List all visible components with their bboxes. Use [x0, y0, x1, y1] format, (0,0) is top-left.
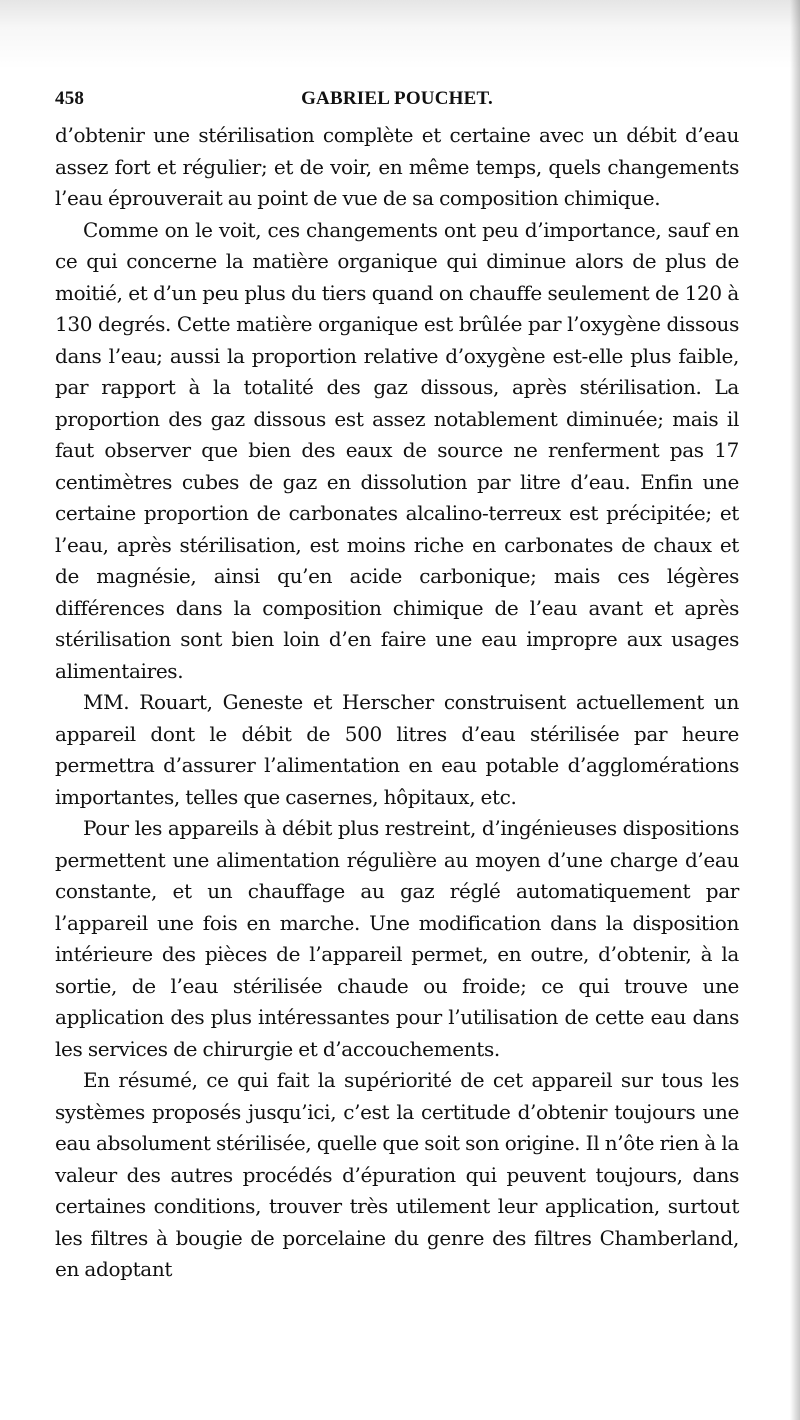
- page-number: 458: [55, 88, 85, 109]
- body-text: [55, 120, 739, 1286]
- paragraph: Pour les appareils à débit plus restreint, d’ingénieuses dispositions permettent une alimentation régulière au moyen d’une charge d’eau constante, et un chauffage au gaz réglé automatiquement par l’appareil une fois en marche. Une modification dans la disposition intérieure des pièces de l’appareil permet, en outre, d’obtenir, à la sortie, de l’eau stérilisée chaude ou froide; ce qui trouve une application des plus intéressantes pour l’utilisation de cette eau dans les services de chirurgie et d’accouchements.: [55, 816, 739, 1061]
- scan-bleed-through: [0, 0, 800, 70]
- paragraph-continued: d’obtenir une stérilisation complète et certaine avec un débit d’eau assez fort et régulier; et de voir, en même temps, quels changements l’eau éprouverait au point de vue de sa composition chimique.: [55, 123, 739, 210]
- scan-page-edge: [790, 0, 800, 1420]
- paragraph: En résumé, ce qui fait la supériorité de cet appareil sur tous les systèmes proposés jusqu’ici, c’est la certitude d’obtenir toujours une eau absolument stérilisée, quelle que soit son origine. Il n’ôte rien à la valeur des autres procédés d’épuration qui peuvent toujours, dans certaines conditions, trouver très utilement leur application, surtout les filtres à bougie de porcelaine du genre des filtres Chamberland, en adoptant: [55, 1068, 739, 1281]
- running-header: [55, 84, 739, 114]
- paragraph: MM. Rouart, Geneste et Herscher construisent actuellement un appareil dont le débit de 500 litres d’eau stérilisée par heure permettra d’assurer l’alimentation en eau potable d’agglomérations importantes, telles que casernes, hôpitaux, etc.: [55, 690, 739, 809]
- book-page: [55, 84, 739, 1286]
- running-title: GABRIEL POUCHET.: [301, 88, 493, 109]
- paragraph: Comme on le voit, ces changements ont peu d’importance, sauf en ce qui concerne la matière organique qui diminue alors de plus de moitié, et d’un peu plus du tiers quand on chauffe seulement de 120 à 130 degrés. Cette matière organique est brûlée par l’oxygène dissous dans l’eau; aussi la proportion relative d’oxygène est-elle plus faible, par rapport à la totalité des gaz dissous, après stérilisation. La proportion des gaz dissous est assez notablement diminuée; mais il faut observer que bien des eaux de source ne renferment pas 17 centimètres cubes de gaz en dissolution par litre d’eau. Enfin une certaine proportion de carbonates alcalino-terreux est précipitée; et l’eau, après stérilisation, est moins riche en carbonates de chaux et de magnésie, ainsi qu’en acide carbonique; mais ces légères différences dans la composition chimique de l’eau avant et après stérilisation sont bien loin d’en faire une eau impropre aux usages alimentaires.: [55, 217, 739, 683]
